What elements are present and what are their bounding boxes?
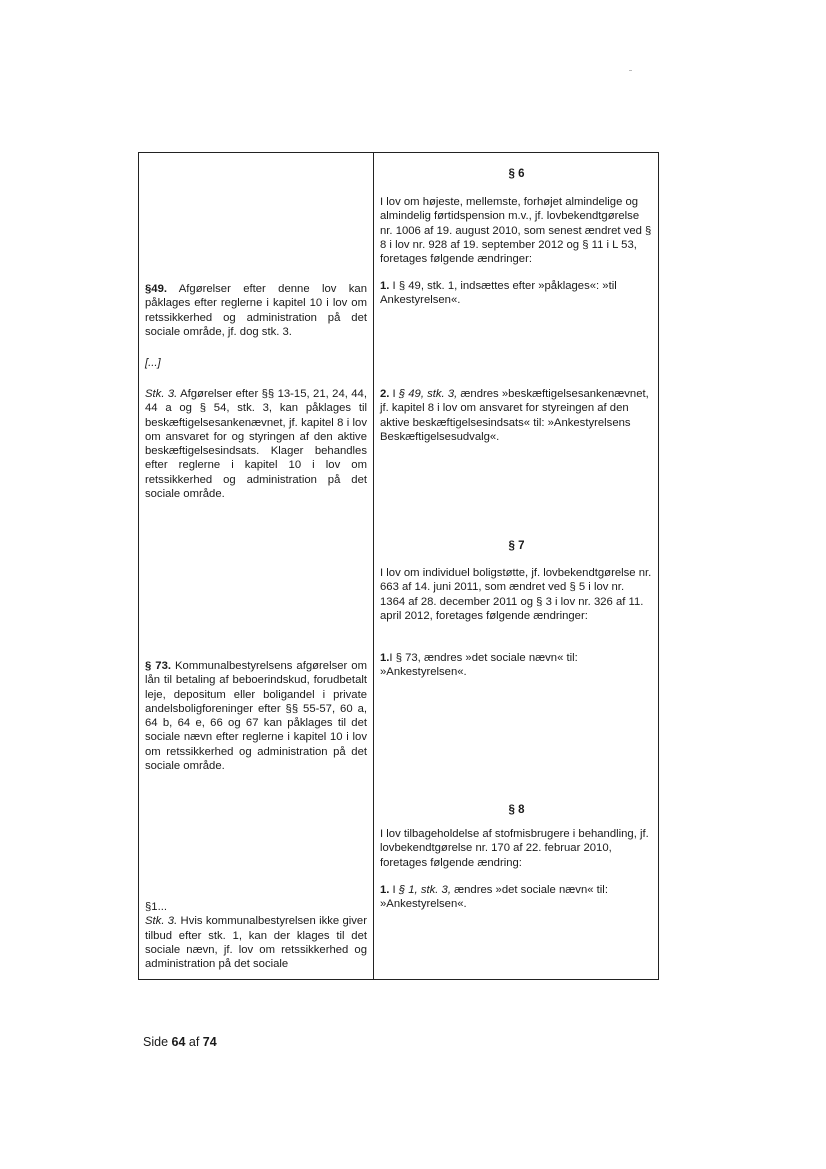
stk-label: Stk. 3. xyxy=(145,388,178,400)
item-reference: § 49, stk. 3, xyxy=(398,388,458,400)
section-7-intro: I lov om individuel boligstøtte, jf. lovbekendtgørelse nr. 663 af 14. juni 2011, som ændret ved § 5 i lov nr. 1364 af 28. december 2011 og § 3 i lov nr. 326 af 11. april 2012, foretages følgende ændringer: xyxy=(380,567,652,622)
paragraph-label: §49. xyxy=(145,283,167,295)
item-text: ændres »det sociale nævn« til: »Ankestyrelsen«. xyxy=(380,884,608,911)
section-7-item-1 xyxy=(380,651,652,680)
paragraph-1-stk-3 xyxy=(145,914,367,971)
scan-speck xyxy=(629,70,632,71)
paragraph-text: Afgørelser efter denne lov kan påklages efter reglerne i kapitel 10 i lov om retssikkerhed og administration på det sociale område, jf. dog stk. 3. xyxy=(145,283,367,338)
section-8-heading: § 8 xyxy=(508,804,525,816)
paragraph-49 xyxy=(145,282,367,339)
item-number: 1. xyxy=(380,884,390,896)
section-6-intro: I lov om højeste, mellemste, forhøjet almindelige og almindelig førtidspension m.v., jf. lovbekendtgørelse nr. 1006 af 19. august 2010, som senest ændret ved § 8 i lov nr. 928 af 19. september 2012 og § 11 i L 53, foretages følgende ændringer: xyxy=(380,196,652,266)
ellipsis: [...] xyxy=(145,357,161,369)
footer-middle: af xyxy=(185,1035,203,1049)
paragraph-49-stk-3 xyxy=(145,387,367,501)
item-text: ændres »beskæftigelsesankenævnet, jf. kapitel 8 i lov om ansvaret for styreingen af den aktive beskæftigelsesindsats« til: »Ankestyrelsens Beskæftigelsesudvalg«. xyxy=(380,388,649,443)
paragraph-73 xyxy=(145,659,367,773)
item-reference: § 1, stk. 3, xyxy=(398,884,451,896)
paragraph-text: Kommunalbestyrelsens afgørelser om lån til betaling af beboerindskud, forudbetalt leje, depositum eller boligandel i private andelsboligforeninger efter §§ 55-57, 60 a, 64 b, 64 e, 66 og 67 kan påklages til det sociale nævn efter reglerne i kapitel 10 i lov om retssikkerhed og administration på det sociale område. xyxy=(145,660,367,773)
item-text-prefix: I xyxy=(389,388,399,400)
item-number: 1. xyxy=(380,280,390,292)
paragraph-1 xyxy=(145,900,367,971)
section-6-item-2 xyxy=(380,387,652,444)
stk-text: Afgørelser efter §§ 13-15, 21, 24, 44, 44 a og § 54, stk. 3, kan påklages til beskæftigelsesankenævnet, jf. kapitel 8 i lov om ansvaret for og styringen af den aktive beskæftigelsesindsats. Klager behandles efter reglerne i kapitel 10 i lov om retssikkerhed og administration på det sociale område. xyxy=(145,388,367,501)
section-8-item-1 xyxy=(380,883,652,912)
section-6-item-1 xyxy=(380,279,652,308)
paragraph-1-line: §1... xyxy=(145,901,167,913)
section-8-intro: I lov tilbageholdelse af stofmisbrugere i behandling, jf. lovbekendtgørelse nr. 170 af 22. februar 2010, foretages følgende ændring: xyxy=(380,828,649,869)
page-number-footer xyxy=(143,1035,217,1049)
total-pages: 74 xyxy=(202,1035,217,1049)
section-7-heading: § 7 xyxy=(508,540,525,552)
stk-label: Stk. 3. xyxy=(145,915,178,928)
section-6-heading: § 6 xyxy=(508,168,525,180)
item-number: 1. xyxy=(380,652,390,664)
paragraph-label: § 73. xyxy=(145,660,171,672)
stk-text: Hvis kommunalbestyrelsen ikke giver tilbud efter stk. 1, kan der klages til det sociale nævn, jf. lov om retssikkerhed og administration på det sociale xyxy=(145,915,367,971)
item-text: I § 73, ændres »det sociale nævn« til: »Ankestyrelsen«. xyxy=(380,652,578,679)
item-text-prefix: I xyxy=(389,884,399,896)
footer-prefix: Side xyxy=(143,1035,172,1049)
current-page: 64 xyxy=(171,1035,186,1049)
item-number: 2. xyxy=(380,388,390,400)
item-text: I § 49, stk. 1, indsættes efter »påklages«: »til Ankestyrelsen«. xyxy=(380,280,617,307)
column-divider xyxy=(373,152,374,980)
